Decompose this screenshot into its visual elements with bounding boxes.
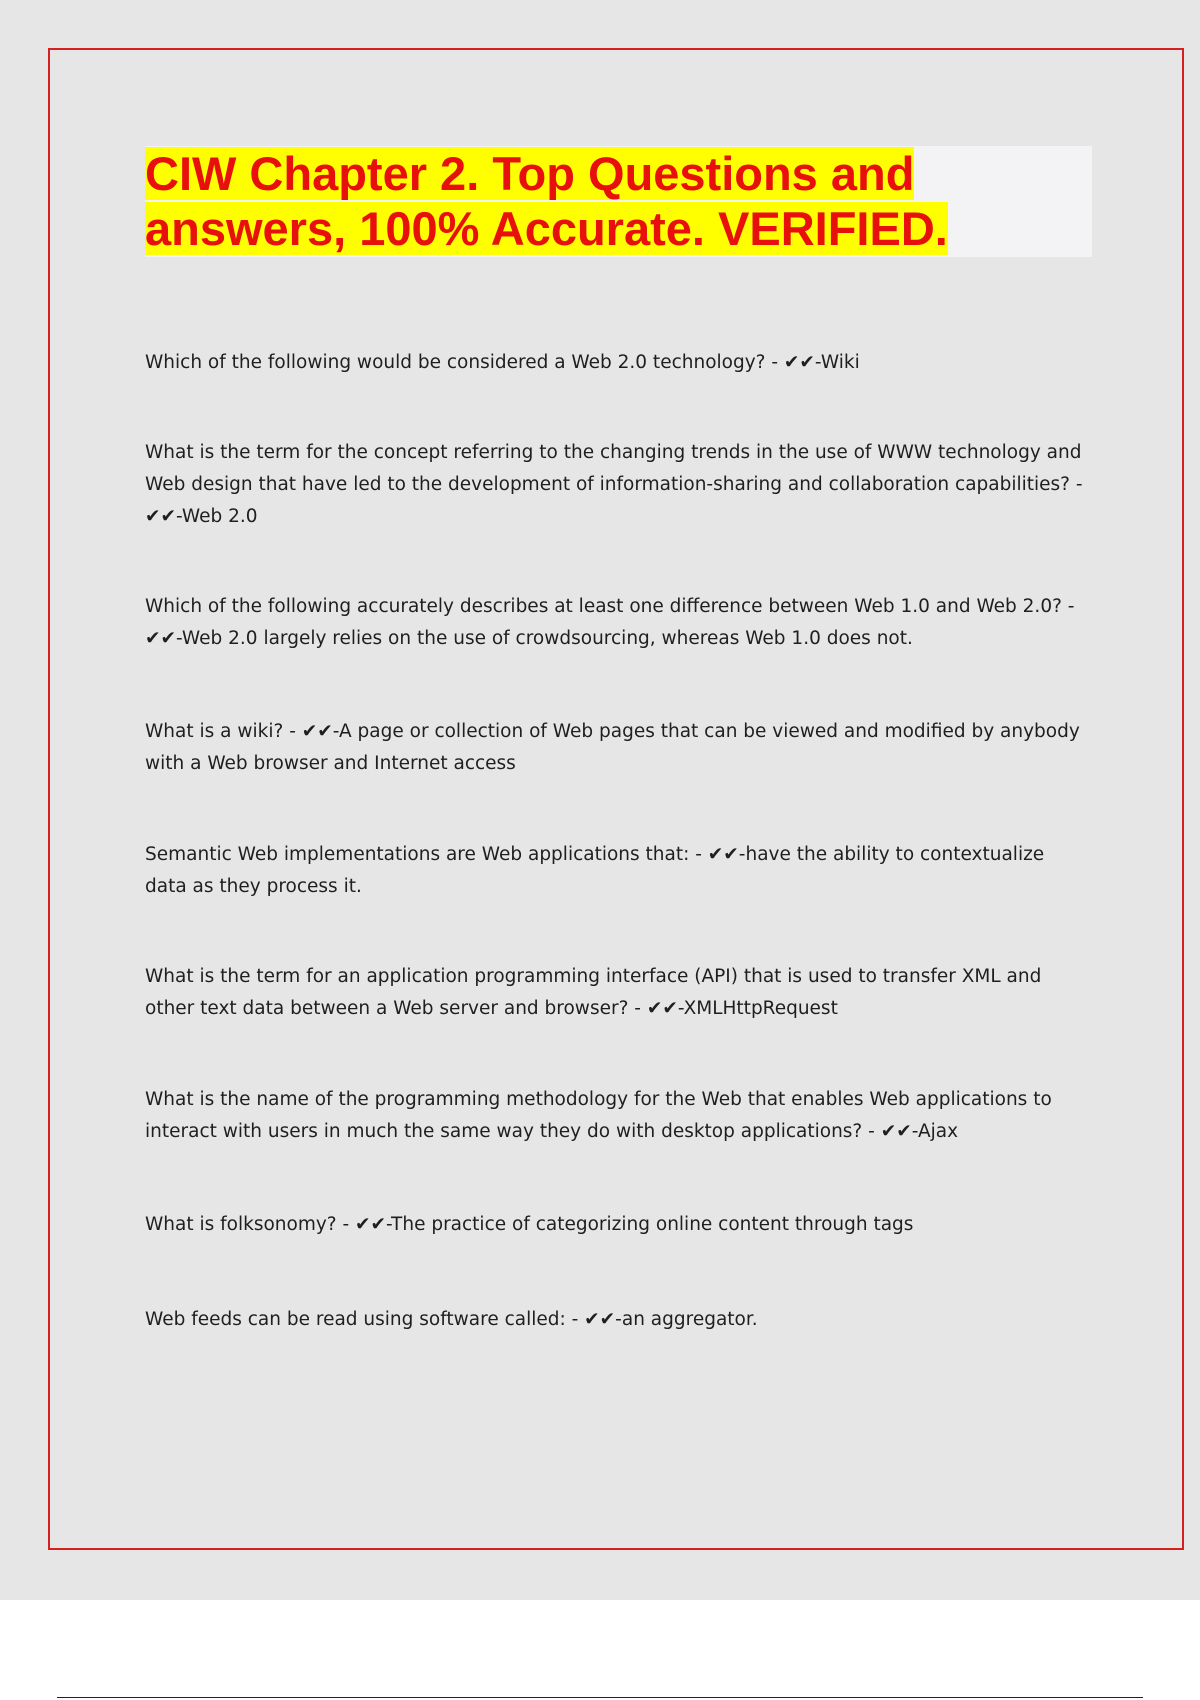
qa-item: What is the term for an application programming interface (API) that is used to transfer XML and other text data between a Web server and browser? - ✔✔-XMLHttpRequest (145, 966, 1042, 1019)
qa-item: Semantic Web implementations are Web applications that: - ✔✔-have the ability to contextualize data as they process it. (145, 844, 1045, 897)
title-block (145, 146, 1092, 257)
qa-item: What is the term for the concept referring to the changing trends in the use of WWW technology and Web design that have led to the development of information-sharing and collaboration capabilities? - ✔✔-Web 2.0 (145, 442, 1083, 527)
qa-item: What is the name of the programming methodology for the Web that enables Web applications to interact with users in much the same way they do with desktop applications? - ✔✔-Ajax (145, 1089, 1052, 1142)
qa-item: What is folksonomy? - ✔✔-The practice of categorizing online content through tags (145, 1214, 914, 1235)
title-line-1: CIW Chapter 2. Top Questions and (145, 147, 915, 200)
document-title (145, 146, 1092, 256)
qa-item: What is a wiki? - ✔✔-A page or collection of Web pages that can be viewed and modified by anybody with a Web browser and Internet access (145, 721, 1080, 774)
next-page-divider (57, 1697, 1143, 1698)
qa-item: Web feeds can be read using software called: - ✔✔-an aggregator. (145, 1309, 758, 1330)
qa-item: Which of the following accurately describes at least one difference between Web 1.0 and Web 2.0? - ✔✔-Web 2.0 largely relies on the use of crowdsourcing, whereas Web 1.0 does not. (145, 596, 1075, 649)
qa-item: Which of the following would be considered a Web 2.0 technology? - ✔✔-Wiki (145, 352, 860, 373)
title-line-2: answers, 100% Accurate. VERIFIED. (145, 202, 948, 255)
